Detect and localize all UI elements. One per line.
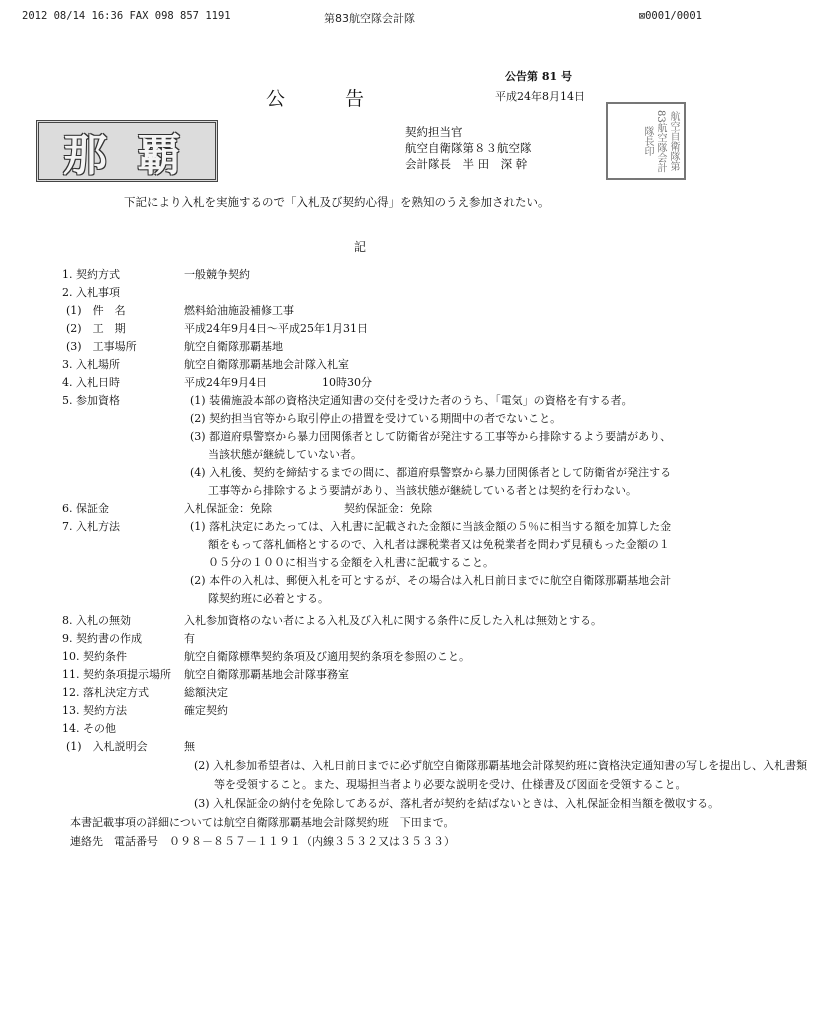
- item-site: (3) 工事場所 航空自衛隊那覇基地: [66, 340, 283, 353]
- officer-role: 契約担当官: [405, 125, 463, 139]
- item-bid-datetime: 4. 入札日時 平成24年9月4日 10時30分: [62, 376, 372, 389]
- notice-number: 公告第 81 号: [505, 70, 572, 83]
- item-bid-matters: 2. 入札事項: [62, 286, 120, 299]
- fax-page-count: ⊠0001/0001: [638, 10, 702, 22]
- item-deposit: 6. 保証金 入札保証金：免除 契約保証金：免除: [62, 502, 432, 515]
- officer-name: 会計隊長 半 田 深 幹: [405, 157, 528, 171]
- official-seal: 航空自衛隊第83航空隊会計隊長印: [606, 102, 686, 180]
- contact-phone: 連絡先 電話番号 ０９８－８５７－１１９１（内線３５３２又は３５３３）: [70, 835, 455, 848]
- fax-header: [22, 10, 702, 26]
- item-subject: (1) 件 名 燃料給油施設補修工事: [66, 304, 294, 317]
- item-clause-location: 11. 契約条項提示場所 航空自衛隊那覇基地会計隊事務室: [62, 668, 349, 681]
- item-contract-conditions: 10. 契約条件 航空自衛隊標準契約条項及び適用契約条項を参照のこと。: [62, 650, 470, 663]
- item-contract-document: 9. 契約書の作成 有: [62, 632, 195, 645]
- detail-contact-note: 本書記載事項の詳細については航空自衛隊那覇基地会計隊契約班 下田まで。: [70, 816, 455, 829]
- item-bid-method: 7. 入札方法 (1) 落札決定にあたっては、入札書に記載された金額に当該金額の５％に相当する額を加算した金額をもって落札価格とするので、入札者は課税業者又は免税業者を問わず見積もった金額の１０５分の１００に相当する金額を入札書に記載すること。 (2) 本件の入札は、郵便入札を可とするが、その場合は入札日前日までに航空自衛隊那覇基地会計隊契約班に必着とする。: [62, 520, 672, 605]
- fax-sender-name: 第83航空隊会計隊: [324, 12, 415, 25]
- item-invalid-bid: 8. 入札の無効 入札参加資格のない者による入札及び入札に関する条件に反した入札は無効とする。: [62, 614, 602, 627]
- notice-items: [62, 266, 808, 851]
- page-title: 公告: [266, 88, 425, 110]
- fax-transmission-info: 2012 08/14 16:36 FAX 098 857 1191: [22, 10, 231, 22]
- intro-text: 下記により入札を実施するので「入札及び契約心得」を熟知のうえ参加されたい。: [124, 195, 550, 209]
- item-briefing: (1) 入札説明会 無: [66, 740, 195, 753]
- item-contract-type: 13. 契約方法 確定契約: [62, 704, 228, 717]
- city-stamp: 那覇: [36, 120, 218, 182]
- item-other: 14. その他: [62, 722, 116, 735]
- item-contract-method: 1. 契約方式 一般競争契約: [62, 268, 250, 281]
- notice-date: 平成24年8月14日: [495, 90, 585, 103]
- item-award-method: 12. 落札決定方式 総額決定: [62, 686, 228, 699]
- item-period: (2) 工 期 平成24年9月4日～平成25年1月31日: [66, 322, 368, 335]
- record-heading: 記: [354, 240, 367, 254]
- item-bid-location: 3. 入札場所 航空自衛隊那覇基地会計隊入札室: [62, 358, 349, 371]
- item-other-details: (2) 入札参加希望者は、入札日前日までに必ず航空自衛隊那覇基地会計隊契約班に資格決定通知書の写しを提出し、入札書類等を受領すること。また、現場担当者より必要な説明を受け、仕様書及び図面を受領すること。 (3) 入札保証金の納付を免除してあるが、落札者が契約を結ばないときは、入札保証金相当額を徴収する。: [194, 759, 808, 810]
- officer-unit: 航空自衛隊第８３航空隊: [405, 141, 532, 155]
- item-qualifications: 5. 参加資格 (1) 装備施設本部の資格決定通知書の交付を受けた者のうち、「電気」の資格を有する者。 (2) 契約担当官等から取引停止の措置を受けている期間中の者でないこと。 (3) 都道府県警察から暴力団関係者として防衛省が発注する工事等から排除するよう要請があり、当該状態が継続していない者。 (4) 入札後、契約を締結するまでの間に、都道府県警察から暴力団関係者として防衛省が発注する工事等から排除するよう要請があり、当該状態が継続している者とは契約を行わない。: [62, 394, 672, 497]
- contracting-officer: [405, 124, 532, 172]
